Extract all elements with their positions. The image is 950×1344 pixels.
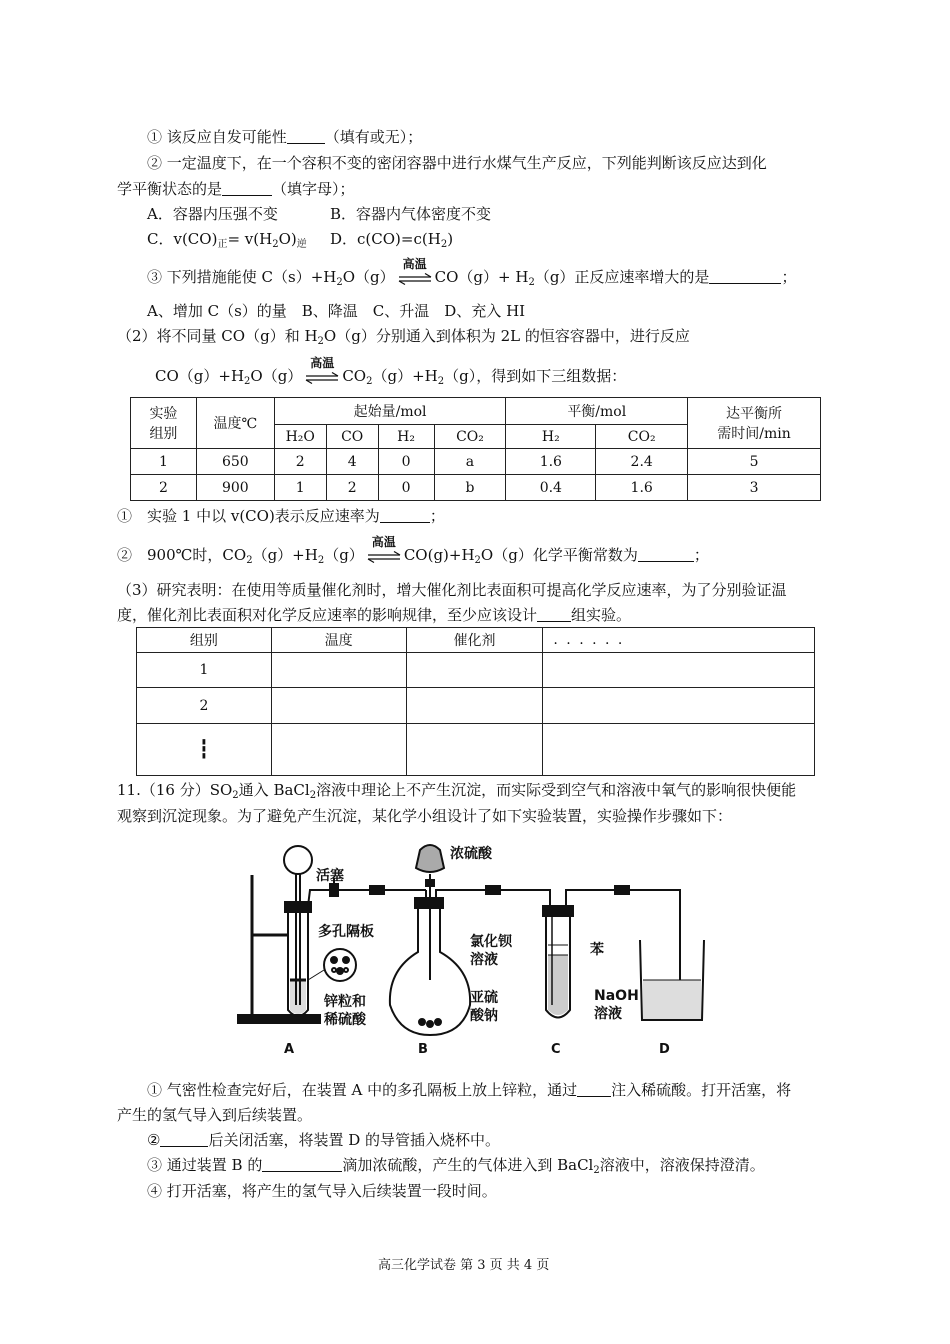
subheader: CO (326, 425, 378, 449)
cell: 5 (688, 449, 821, 475)
q10-item2-line2: 学平衡状态的是 （填字母）； (117, 180, 355, 198)
label-naoh-solution: 溶液 (594, 1006, 622, 1022)
answer-blank[interactable] (287, 128, 325, 144)
option-b: B．容器内气体密度不变 (330, 205, 492, 223)
equilibrium-arrow: 高温 (304, 370, 340, 384)
cell[interactable] (543, 688, 815, 724)
answer-blank[interactable] (577, 1081, 611, 1097)
cell: 1.6 (596, 475, 688, 501)
header-more: . . . . . . (543, 628, 815, 653)
answer-blank[interactable] (222, 180, 272, 196)
step-3: ③ 通过装置 B 的 滴加浓硫酸，产生的气体进入到 BaCl$_2$溶液中，溶液保持澄清。 (147, 1156, 765, 1176)
label-dilute-acid: 稀硫酸 (324, 1012, 366, 1028)
q11-line1: 11.（16 分）$SO_2$通入 BaCl$_2$溶液中理论上不产生沉淀，而实际受到空气和溶液中氧气的影响很快便能 (117, 781, 797, 801)
option-d: D．$c(CO)=c(H_2)$ (330, 230, 454, 250)
cell: 4 (326, 449, 378, 475)
table-row (137, 653, 815, 688)
part2-reaction: $CO(g)+H_2O(g)$ 高温 $CO_2(g)+H_2(g)$，得到如下三组数据： (155, 356, 627, 387)
cell: 650 (196, 449, 274, 475)
cell: 0 (378, 475, 434, 501)
answer-blank[interactable] (709, 268, 781, 284)
cell: 0.4 (506, 475, 596, 501)
data-table (130, 397, 821, 501)
part3-line1: （3）研究表明：在使用等质量催化剂时，增大催化剂比表面积可提高化学反应速率，为了分别验证温 (117, 581, 787, 599)
subheader: H₂ (506, 425, 596, 449)
header-start: 起始量/mol (274, 398, 506, 425)
cell: 2 (326, 475, 378, 501)
header-experiment: 实验 组别 (131, 398, 197, 449)
table-row (137, 688, 815, 724)
cell: 2 (274, 449, 326, 475)
answer-blank[interactable] (262, 1156, 342, 1172)
label-valve: 活塞 (316, 868, 344, 884)
label-benzene: 苯 (590, 942, 604, 958)
label-porous-plate: 多孔隔板 (318, 924, 374, 940)
header-group: 组别 (137, 628, 272, 653)
table-row (131, 475, 821, 501)
label-sulfite: 亚硫 (470, 990, 498, 1006)
cell: 2.4 (596, 449, 688, 475)
cell: a (434, 449, 506, 475)
equilibrium-arrow: 高温 (397, 271, 433, 285)
page-footer: 高三化学试卷 第 3 页 共 4 页 (378, 1258, 550, 1273)
cell[interactable] (406, 724, 543, 776)
label-bacl2: 氯化钡 (470, 934, 512, 950)
cell[interactable] (543, 724, 815, 776)
header-temperature: 温度℃ (196, 398, 274, 449)
header-temperature: 温度 (271, 628, 406, 653)
step-2: ② 后关闭活塞，将装置 D 的导管插入烧杯中。 (147, 1131, 501, 1149)
label-conc-acid: 浓硫酸 (450, 846, 492, 862)
subheader: H₂O (274, 425, 326, 449)
label-solution: 溶液 (470, 952, 498, 968)
cell: 1 (131, 449, 197, 475)
label-c: C (551, 1042, 561, 1057)
cell: ┇ (137, 724, 272, 776)
label-sodium: 酸钠 (470, 1008, 498, 1024)
measures-options: A、增加 C（s）的量 B、降温 C、升温 D、充入 HI (147, 302, 526, 320)
cell: 1 (137, 653, 272, 688)
table-row (137, 724, 815, 776)
answer-blank[interactable] (160, 1131, 208, 1147)
label-a: A (284, 1042, 295, 1057)
q11-line2: 观察到沉淀现象。为了避免产生沉淀，某化学小组设计了如下实验装置，实验操作步骤如下： (117, 807, 733, 825)
cell[interactable] (271, 688, 406, 724)
cell: 900 (196, 475, 274, 501)
answer-blank[interactable] (638, 546, 694, 562)
subheader: CO₂ (434, 425, 506, 449)
step-1-line2: 产生的氢气导入到后续装置。 (117, 1106, 313, 1124)
subheader: H₂ (378, 425, 434, 449)
cell: 0 (378, 449, 434, 475)
subheader: CO₂ (596, 425, 688, 449)
cell: 1.6 (506, 449, 596, 475)
design-table (136, 627, 815, 776)
label-zinc: 锌粒和 (324, 994, 366, 1010)
cell[interactable] (543, 653, 815, 688)
label-d: D (659, 1042, 670, 1057)
cell: 2 (137, 688, 272, 724)
part3-line2: 度，催化剂比表面积对化学反应速率的影响规律，至少应该设计 组实验。 (117, 606, 632, 624)
label-naoh: NaOH (594, 988, 639, 1004)
header-catalyst: 催化剂 (406, 628, 543, 653)
header-equilibrium: 平衡/mol (506, 398, 688, 425)
cell[interactable] (406, 688, 543, 724)
cell: 1 (274, 475, 326, 501)
table-row (131, 449, 821, 475)
cell[interactable] (271, 653, 406, 688)
option-a: A．容器内压强不变 (147, 205, 278, 223)
label-b: B (418, 1042, 428, 1057)
answer-blank[interactable] (380, 507, 430, 523)
equilibrium-arrow: 高温 (366, 549, 402, 563)
q10-item3: ③ 下列措施能使 $C(s)+H_2O(g)$ 高温 $CO(g)+ H_2(g)$正反应速率增大的是 ； (147, 257, 797, 288)
q10-item2-line1: ② 一定温度下，在一个容积不变的密闭容器中进行水煤气生产反应，下列能判断该反应达到化 (147, 154, 767, 172)
step-4: ④ 打开活塞，将产生的氢气导入后续装置一段时间。 (147, 1182, 497, 1200)
cell[interactable] (406, 653, 543, 688)
cell: b (434, 475, 506, 501)
q10-item1: ① 该反应自发可能性 （填有或无）； (147, 128, 423, 146)
header-time: 达平衡所 需时间/min (688, 398, 821, 449)
answer-blank[interactable] (537, 606, 571, 622)
option-c: C．$v(CO)_正= v(H_2O)_逆$ (147, 230, 307, 250)
q2-sub1: ① 实验 1 中以 v(CO)表示反应速率为 ； (117, 507, 445, 525)
step-1: ① 气密性检查完好后，在装置 A 中的多孔隔板上放上锌粒，通过 注入稀硫酸。打开活塞，将 (147, 1081, 792, 1099)
q2-sub2: ② 900℃时，$CO_2(g)+H_2(g)$ 高温 $CO(g)+H_2O(g)$化学平衡常数为 ； (117, 535, 709, 566)
cell: 3 (688, 475, 821, 501)
cell[interactable] (271, 724, 406, 776)
cell: 2 (131, 475, 197, 501)
part2-intro: （2）将不同量 CO（g）和 $H_2O(g)$分别通入到体积为 2L 的恒容容器中，进行反应 (117, 327, 690, 347)
